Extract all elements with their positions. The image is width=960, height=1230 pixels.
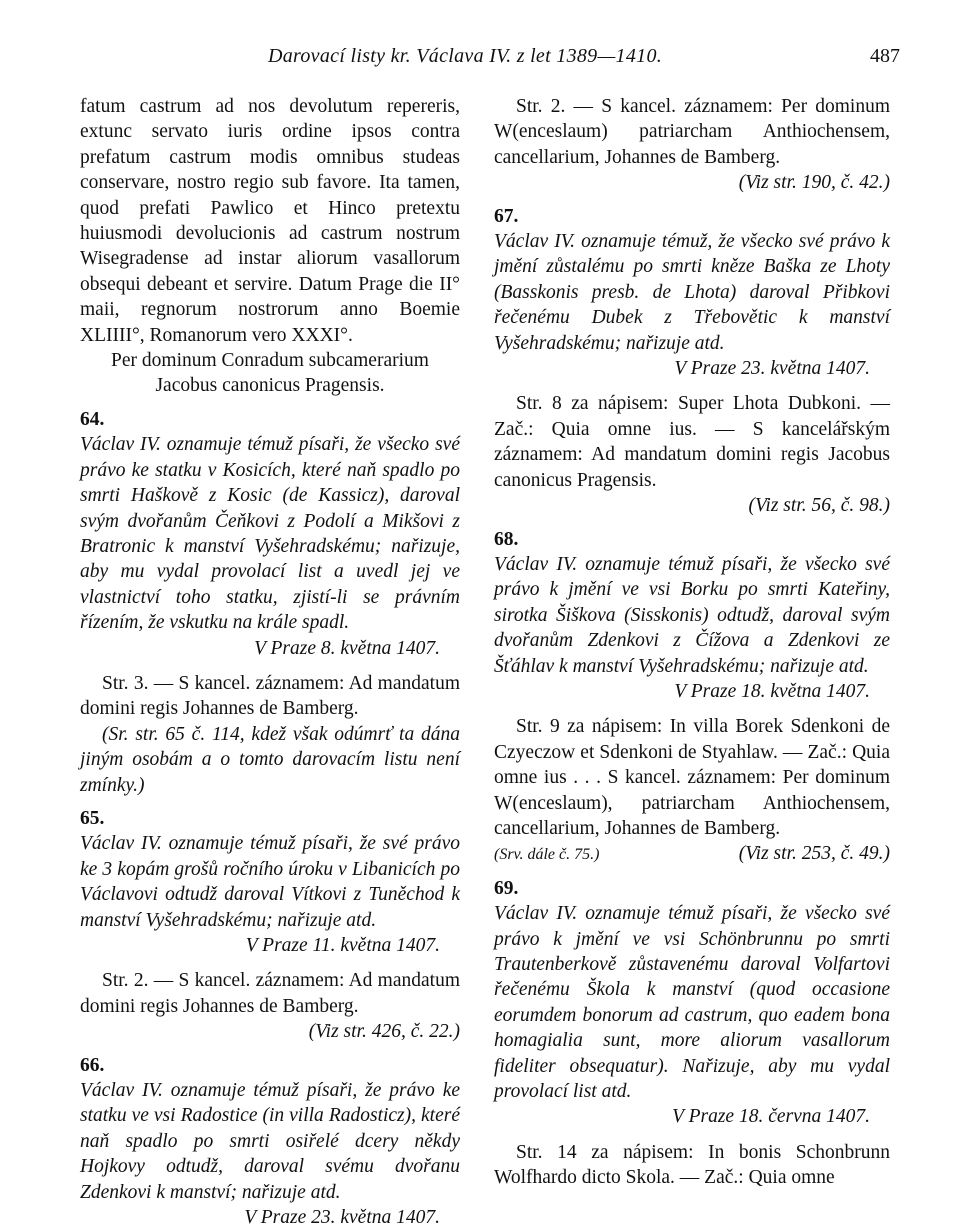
page-number: 487: [870, 45, 900, 67]
entry-number-68: 68.: [494, 528, 519, 550]
entry-number-67: 67.: [494, 205, 519, 227]
entry-number-65: 65.: [80, 807, 105, 829]
entry-66-date: V Praze 23. května 1407.: [244, 1207, 440, 1229]
entry-number-64: 64.: [80, 408, 105, 430]
entry-67-text: Václav IV. oznamuje témuž, že všecko své právo k jmění zůstalému po smrti kněze Baška ze Lhoty (Basskonis presb. de Lhota) daroval Přibkovi řečenému Dubek z Třebovětic k manství Vyšehradskému; nařizuje atd.: [494, 231, 890, 354]
entry-64-date: V Praze 8. května 1407.: [254, 637, 440, 659]
entry-number-69: 69.: [494, 877, 519, 899]
running-title: Darovací listy kr. Václava IV. z let 1389—1410.: [268, 45, 663, 67]
entry-68-reference: (Viz str. 253, č. 49.): [738, 843, 890, 865]
right-column: [494, 94, 890, 1191]
entry-66-note: Str. 2. — S kancel. záznamem: Per dominum W(enceslaum) patriarcham Anthiochensem, cancellarium, Johannes de Bamberg.: [494, 96, 890, 168]
entry-64-reference: (Sr. str. 65 č. 114, kdež však odúmrť ta dána jiným osobám a o tomto darovacím listu není zmínky.): [80, 723, 460, 796]
entry-65-reference: (Viz str. 426, č. 22.): [308, 1021, 460, 1043]
entry-68-date: V Praze 18. května 1407.: [674, 680, 870, 702]
entry-65-text: Václav IV. oznamuje témuž písaři, že své právo ke 3 kopám grošů ročního úroku v Libanicích po Václavovi odtudž daroval Vítkovi z Tuněchod k manství Vyšehradskému; nařizuje atd.: [80, 833, 460, 931]
entry-69-date: V Praze 18. června 1407.: [672, 1106, 870, 1128]
entry-64-text: Václav IV. oznamuje témuž písaři, že všecko své právo ke statku v Kosicích, které naň spadlo po smrti Haškově z Kosic (de Kassicz), daroval svým dvořanům Čeňkovi z Podolí a Mikšovi z Bratronic k manství Vyšehradskému; nařizuje, aby mu vydal provolací list a uvedl jej ve vlastnictví toho statku, zjistí-li se právním řízením, že vskutku na krále spadl.: [80, 434, 460, 634]
entry-67-note: Str. 8 za nápisem: Super Lhota Dubkoni. — Zač.: Quia omne ius. — S kancelářským záznamem: Ad mandatum domini regis Jacobus canonicus Pragensis.: [494, 393, 890, 491]
entry-67-reference: (Viz str. 56, č. 98.): [748, 495, 890, 517]
entry-65-date: V Praze 11. května 1407.: [245, 935, 440, 956]
entry-number-66: 66.: [80, 1054, 105, 1076]
continued-paragraph: fatum castrum ad nos devolutum repereris, extunc servato iuris ordine ipsos contra prefatum castrum modis omnibus studeas conservare, nostro regio sub favore. Ita tamen, quod prefati Pawlico et Hinco pretextu huiusmodi devolucionis ad castrum nostrum Wisegradense ad instar aliorum vasallorum obsequi debeant et servire. Datum Prage die II° maii, regnorum nostrorum anno Boemie XLIIII°, Romanorum vero XXXI°.: [80, 96, 460, 346]
entry-65-note: Str. 2. — S kancel. záznamem: Ad mandatum domini regis Johannes de Bamberg.: [80, 970, 460, 1017]
entry-67-date: V Praze 23. května 1407.: [674, 358, 870, 380]
entry-69-text: Václav IV. oznamuje témuž písaři, že všecko své právo k jmění ve vsi Schönbrunnu po smrti Trautenberkově zůstavenému daroval Volfartovi řečenému Škola k manství (quod occasione eorumdem bonorum ad castrum, quo eadem bona homagialia sunt, more aliorum vasallorum fideliter obsequatur). Nařizuje, aby mu vydal provolací list atd.: [494, 903, 890, 1103]
entry-68-references: [494, 841, 890, 867]
entry-68-text: Václav IV. oznamuje témuž písaři, že všecko své právo k jmění ve vsi Borku po smrti Kateřiny, sirotka Šiškova (Sisskonis) odtudž, daroval svým dvořanům Zdenkovi z Čížova a Zdenkovi ze Šťáhlav k manství Vyšehradskému; nařizuje atd.: [494, 553, 890, 677]
entry-69-note: Str. 14 za nápisem: In bonis Schonbrunn Wolfhardo dicto Skola. — Zač.: Quia omne: [494, 1141, 890, 1189]
entry-68-reference-see-also: (Srv. dále č. 75.): [494, 846, 600, 864]
chancery-note-line-1: Per dominum Conradum subcamerarium: [111, 350, 429, 372]
entry-66-text: Václav IV. oznamuje témuž písaři, že právo ke statku ve vsi Radostice (in villa Radosticz), které naň spadlo po smrti osiřelé dcery někdy Hojkovy odtudž, daroval svému dvořanu Zdenkovi k manství; nařizuje atd.: [80, 1080, 460, 1203]
entry-66-reference: (Viz str. 190, č. 42.): [738, 172, 890, 194]
left-column: [80, 94, 460, 1230]
entry-68-note: Str. 9 za nápisem: In villa Borek Sdenkoni de Czyeczow et Sdenkoni de Styahlaw. — Zač.: Quia omne ius . . . S kancel. záznamem: Per dominum W(enceslaum), patriarcham Anthiochensem, cancellarium, Johannes de Bamberg.: [494, 716, 890, 839]
chancery-note-line-2: Jacobus canonicus Pragensis.: [155, 375, 385, 397]
entry-64-note: Str. 3. — S kancel. záznamem: Ad mandatum domini regis Johannes de Bamberg.: [80, 672, 460, 720]
